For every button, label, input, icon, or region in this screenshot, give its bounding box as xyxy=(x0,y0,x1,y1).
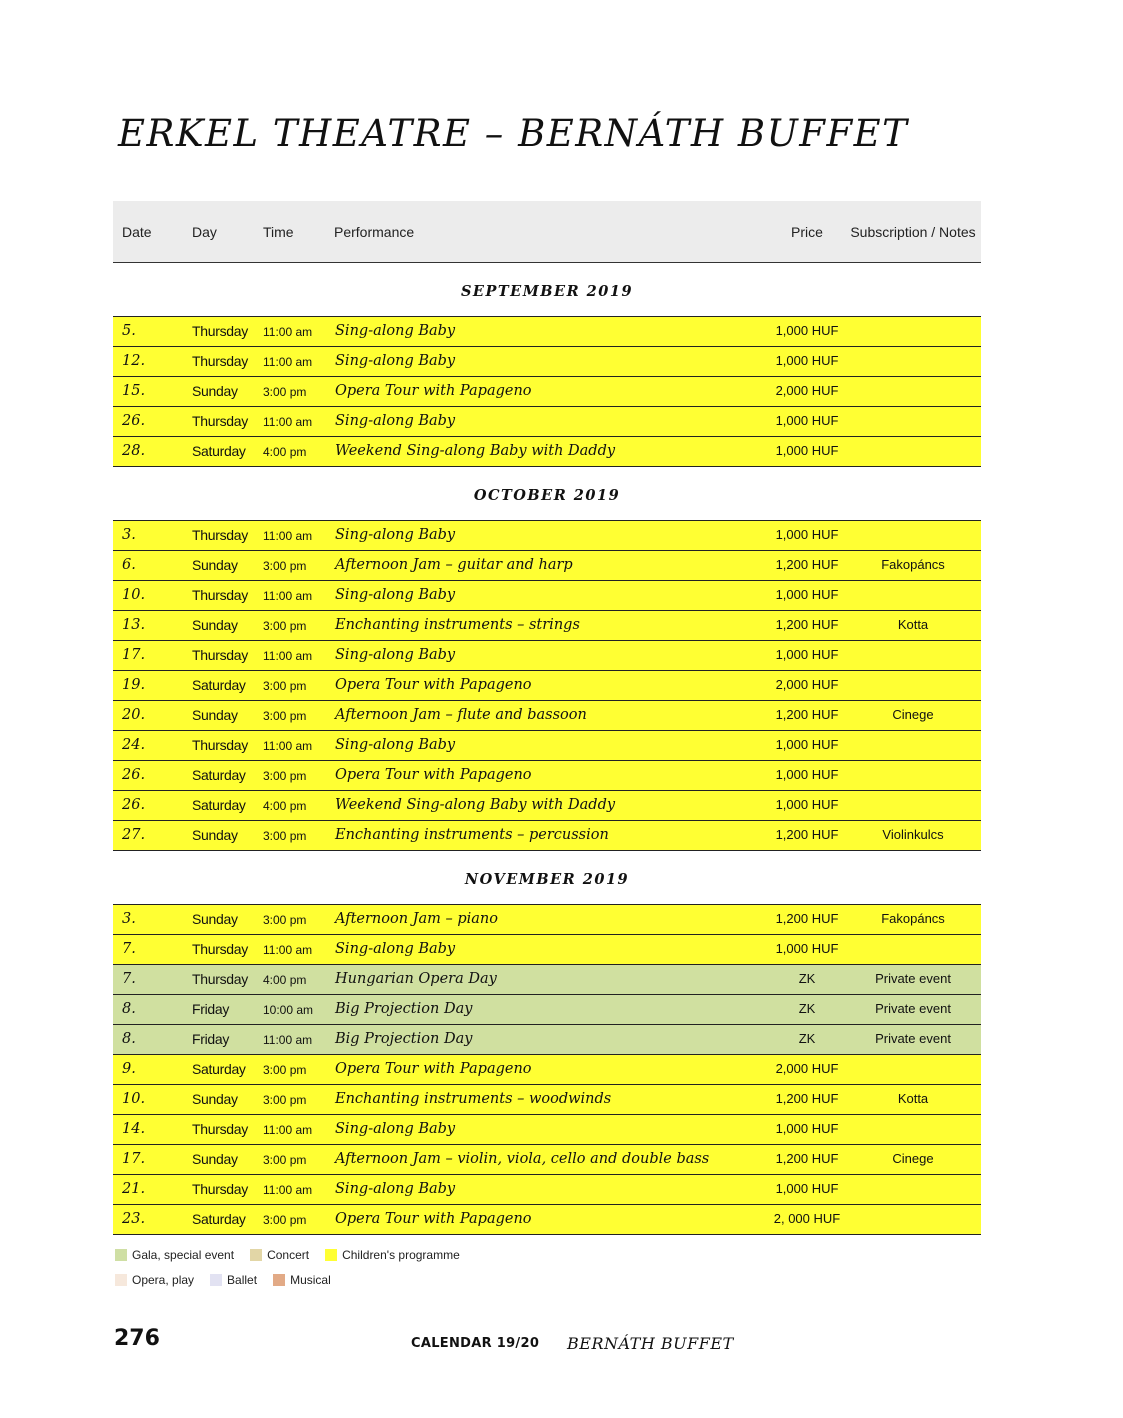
table-row xyxy=(113,701,981,731)
performance-cell: Afternoon Jam – flute and bassoon xyxy=(335,707,587,723)
day-cell: Thursday xyxy=(192,587,248,603)
performance-cell: Afternoon Jam – piano xyxy=(335,911,498,927)
month-rows xyxy=(113,316,981,467)
time-cell: 11:00 am xyxy=(263,589,313,603)
time-cell: 3:00 pm xyxy=(263,1153,307,1167)
time-cell: 11:00 am xyxy=(263,649,313,663)
legend-swatch xyxy=(210,1274,222,1286)
day-cell: Saturday xyxy=(192,677,246,693)
legend-item xyxy=(250,1248,309,1262)
price-cell: 1,200 HUF xyxy=(775,557,839,572)
performance-cell: Sing-along Baby xyxy=(335,737,456,753)
day-cell: Saturday xyxy=(192,767,246,783)
legend-label: Children's programme xyxy=(342,1247,460,1262)
legend-row xyxy=(115,1267,476,1292)
day-cell: Thursday xyxy=(192,1181,248,1197)
price-cell: 1,000 HUF xyxy=(775,1121,839,1136)
performance-cell: Sing-along Baby xyxy=(335,647,456,663)
day-cell: Thursday xyxy=(192,971,248,987)
time-cell: 11:00 am xyxy=(263,325,313,339)
day-cell: Saturday xyxy=(192,443,246,459)
page-number: 276 xyxy=(114,1326,160,1351)
day-cell: Sunday xyxy=(192,1151,238,1167)
performance-cell: Opera Tour with Papageno xyxy=(335,383,532,399)
day-cell: Thursday xyxy=(192,353,248,369)
table-row xyxy=(113,761,981,791)
day-cell: Sunday xyxy=(192,557,238,573)
performance-cell: Hungarian Opera Day xyxy=(335,971,497,987)
price-cell: 1,000 HUF xyxy=(775,527,839,542)
legend-swatch xyxy=(115,1274,127,1286)
performance-cell: Sing-along Baby xyxy=(335,1181,456,1197)
day-cell: Thursday xyxy=(192,1121,248,1137)
legend-label: Musical xyxy=(290,1272,331,1287)
price-cell: 1,000 HUF xyxy=(775,737,839,752)
legend-item xyxy=(325,1248,460,1262)
legend xyxy=(115,1242,476,1292)
date-cell: 28. xyxy=(122,443,146,459)
price-cell: 1,000 HUF xyxy=(775,767,839,782)
table-row xyxy=(113,437,981,467)
price-cell: 1,200 HUF xyxy=(775,617,839,632)
price-cell: 2,000 HUF xyxy=(775,383,839,398)
date-cell: 23. xyxy=(122,1211,146,1227)
performance-cell: Opera Tour with Papageno xyxy=(335,1061,532,1077)
table-row xyxy=(113,1175,981,1205)
schedule-table xyxy=(113,201,981,1235)
day-cell: Friday xyxy=(192,1031,230,1047)
month-rows xyxy=(113,520,981,851)
footer-calendar-label: CALENDAR 19/20 xyxy=(411,1336,540,1351)
table-row xyxy=(113,731,981,761)
date-cell: 27. xyxy=(122,827,146,843)
date-cell: 10. xyxy=(122,1091,146,1107)
table-row xyxy=(113,611,981,641)
date-cell: 17. xyxy=(122,647,146,663)
performance-cell: Opera Tour with Papageno xyxy=(335,767,532,783)
legend-label: Concert xyxy=(267,1247,310,1262)
performance-cell: Sing-along Baby xyxy=(335,413,456,429)
performance-cell: Sing-along Baby xyxy=(335,323,456,339)
day-cell: Thursday xyxy=(192,737,248,753)
date-cell: 8. xyxy=(122,1031,136,1047)
legend-item xyxy=(210,1273,257,1287)
column-header-day: Day xyxy=(192,224,217,240)
date-cell: 6. xyxy=(122,557,136,573)
time-cell: 11:00 am xyxy=(263,1123,313,1137)
notes-cell: Private event xyxy=(875,1001,951,1016)
date-cell: 13. xyxy=(122,617,146,633)
date-cell: 14. xyxy=(122,1121,146,1137)
column-header-notes: Subscription / Notes xyxy=(850,224,976,240)
time-cell: 3:00 pm xyxy=(263,829,307,843)
time-cell: 3:00 pm xyxy=(263,385,307,399)
time-cell: 3:00 pm xyxy=(263,679,307,693)
performance-cell: Enchanting instruments – woodwinds xyxy=(335,1091,612,1107)
footer-section-label: BERNÁTH BUFFET xyxy=(567,1334,734,1353)
table-row xyxy=(113,1205,981,1235)
table-row xyxy=(113,377,981,407)
legend-label: Opera, play xyxy=(132,1272,195,1287)
price-cell: 1,000 HUF xyxy=(775,587,839,602)
legend-item xyxy=(115,1248,234,1262)
table-row xyxy=(113,671,981,701)
notes-cell: Fakopáncs xyxy=(881,911,945,926)
table-row xyxy=(113,995,981,1025)
notes-cell: Cinege xyxy=(892,1151,934,1166)
performance-cell: Big Projection Day xyxy=(335,1001,473,1017)
day-cell: Sunday xyxy=(192,707,238,723)
performance-cell: Opera Tour with Papageno xyxy=(335,677,532,693)
performance-cell: Sing-along Baby xyxy=(335,941,456,957)
performance-cell: Sing-along Baby xyxy=(335,353,456,369)
month-rows xyxy=(113,904,981,1235)
legend-swatch xyxy=(325,1249,337,1261)
price-cell: ZK xyxy=(798,1001,816,1016)
day-cell: Saturday xyxy=(192,1061,246,1077)
price-cell: 1,000 HUF xyxy=(775,443,839,458)
performance-cell: Enchanting instruments – strings xyxy=(335,617,580,633)
notes-cell: Cinege xyxy=(892,707,934,722)
time-cell: 4:00 pm xyxy=(263,445,307,459)
time-cell: 4:00 pm xyxy=(263,973,307,987)
price-cell: 1,200 HUF xyxy=(775,707,839,722)
table-row xyxy=(113,551,981,581)
date-cell: 26. xyxy=(122,767,146,783)
month-sections xyxy=(113,263,981,1235)
date-cell: 21. xyxy=(122,1181,146,1197)
time-cell: 3:00 pm xyxy=(263,709,307,723)
day-cell: Thursday xyxy=(192,413,248,429)
date-cell: 24. xyxy=(122,737,146,753)
price-cell: ZK xyxy=(798,971,816,986)
price-cell: 1,200 HUF xyxy=(775,1091,839,1106)
date-cell: 26. xyxy=(122,413,146,429)
notes-cell: Fakopáncs xyxy=(881,557,945,572)
notes-cell: Private event xyxy=(875,1031,951,1046)
legend-label: Ballet xyxy=(227,1272,258,1287)
time-cell: 3:00 pm xyxy=(263,1213,307,1227)
time-cell: 3:00 pm xyxy=(263,913,307,927)
price-cell: 2,000 HUF xyxy=(775,1061,839,1076)
table-row xyxy=(113,1025,981,1055)
price-cell: 1,200 HUF xyxy=(775,911,839,926)
time-cell: 4:00 pm xyxy=(263,799,307,813)
day-cell: Thursday xyxy=(192,527,248,543)
performance-cell: Opera Tour with Papageno xyxy=(335,1211,532,1227)
table-row xyxy=(113,521,981,551)
date-cell: 3. xyxy=(122,527,136,543)
performance-cell: Sing-along Baby xyxy=(335,527,456,543)
time-cell: 11:00 am xyxy=(263,1033,313,1047)
notes-cell: Private event xyxy=(875,971,951,986)
month-heading: SEPTEMBER 2019 xyxy=(460,283,634,300)
time-cell: 10:00 am xyxy=(263,1003,314,1017)
time-cell: 11:00 am xyxy=(263,355,313,369)
table-row xyxy=(113,905,981,935)
price-cell: 1,200 HUF xyxy=(775,827,839,842)
legend-swatch xyxy=(273,1274,285,1286)
notes-cell: Violinkulcs xyxy=(882,827,944,842)
page-title: ERKEL THEATRE – BERNÁTH BUFFET xyxy=(118,112,909,155)
day-cell: Friday xyxy=(192,1001,230,1017)
time-cell: 3:00 pm xyxy=(263,619,307,633)
price-cell: 1,000 HUF xyxy=(775,797,839,812)
price-cell: 1,000 HUF xyxy=(775,941,839,956)
column-header-date: Date xyxy=(122,224,152,240)
date-cell: 9. xyxy=(122,1061,136,1077)
date-cell: 12. xyxy=(122,353,146,369)
performance-cell: Weekend Sing-along Baby with Daddy xyxy=(335,443,616,459)
table-row xyxy=(113,1055,981,1085)
performance-cell: Sing-along Baby xyxy=(335,1121,456,1137)
table-row xyxy=(113,821,981,851)
performance-cell: Big Projection Day xyxy=(335,1031,473,1047)
table-row xyxy=(113,791,981,821)
performance-cell: Sing-along Baby xyxy=(335,587,456,603)
date-cell: 20. xyxy=(122,707,146,723)
price-cell: 1,000 HUF xyxy=(775,353,839,368)
date-cell: 7. xyxy=(122,941,136,957)
day-cell: Sunday xyxy=(192,1091,238,1107)
table-row xyxy=(113,407,981,437)
day-cell: Thursday xyxy=(192,647,248,663)
column-header-price: Price xyxy=(791,224,823,240)
legend-label: Gala, special event xyxy=(132,1247,235,1262)
date-cell: 3. xyxy=(122,911,136,927)
month-heading: NOVEMBER 2019 xyxy=(464,871,630,888)
legend-item xyxy=(115,1273,194,1287)
day-cell: Sunday xyxy=(192,911,238,927)
price-cell: 1,000 HUF xyxy=(775,1181,839,1196)
month-heading: OCTOBER 2019 xyxy=(473,487,621,504)
day-cell: Sunday xyxy=(192,827,238,843)
performance-cell: Afternoon Jam – guitar and harp xyxy=(335,557,573,573)
legend-swatch xyxy=(250,1249,262,1261)
table-row xyxy=(113,347,981,377)
time-cell: 11:00 am xyxy=(263,415,313,429)
table-row xyxy=(113,1145,981,1175)
date-cell: 10. xyxy=(122,587,146,603)
performance-cell: Weekend Sing-along Baby with Daddy xyxy=(335,797,616,813)
performance-cell: Enchanting instruments – percussion xyxy=(335,827,609,843)
date-cell: 5. xyxy=(122,323,136,339)
time-cell: 3:00 pm xyxy=(263,1063,307,1077)
date-cell: 26. xyxy=(122,797,146,813)
notes-cell: Kotta xyxy=(897,617,929,632)
table-row xyxy=(113,641,981,671)
legend-row xyxy=(115,1242,476,1267)
day-cell: Saturday xyxy=(192,797,246,813)
time-cell: 11:00 am xyxy=(263,529,313,543)
time-cell: 3:00 pm xyxy=(263,769,307,783)
table-row xyxy=(113,317,981,347)
time-cell: 11:00 am xyxy=(263,1183,313,1197)
date-cell: 17. xyxy=(122,1151,146,1167)
legend-swatch xyxy=(115,1249,127,1261)
date-cell: 7. xyxy=(122,971,136,987)
table-row xyxy=(113,1085,981,1115)
time-cell: 11:00 am xyxy=(263,943,313,957)
date-cell: 19. xyxy=(122,677,146,693)
day-cell: Sunday xyxy=(192,617,238,633)
price-cell: 1,000 HUF xyxy=(775,647,839,662)
day-cell: Saturday xyxy=(192,1211,246,1227)
table-row xyxy=(113,965,981,995)
time-cell: 11:00 am xyxy=(263,739,313,753)
table-header xyxy=(113,201,981,263)
price-cell: ZK xyxy=(798,1031,816,1046)
legend-item xyxy=(273,1273,331,1287)
day-cell: Thursday xyxy=(192,323,248,339)
day-cell: Thursday xyxy=(192,941,248,957)
time-cell: 3:00 pm xyxy=(263,559,307,573)
day-cell: Sunday xyxy=(192,383,238,399)
column-header-performance: Performance xyxy=(334,224,415,240)
table-row xyxy=(113,581,981,611)
price-cell: 1,000 HUF xyxy=(775,413,839,428)
price-cell: 2,000 HUF xyxy=(775,677,839,692)
performance-cell: Afternoon Jam – violin, viola, cello and double bass xyxy=(335,1151,710,1167)
table-row xyxy=(113,1115,981,1145)
price-cell: 2, 000 HUF xyxy=(773,1211,841,1226)
column-header-time: Time xyxy=(263,224,294,240)
date-cell: 15. xyxy=(122,383,146,399)
date-cell: 8. xyxy=(122,1001,136,1017)
price-cell: 1,200 HUF xyxy=(775,1151,839,1166)
price-cell: 1,000 HUF xyxy=(775,323,839,338)
table-row xyxy=(113,935,981,965)
notes-cell: Kotta xyxy=(897,1091,929,1106)
time-cell: 3:00 pm xyxy=(263,1093,307,1107)
